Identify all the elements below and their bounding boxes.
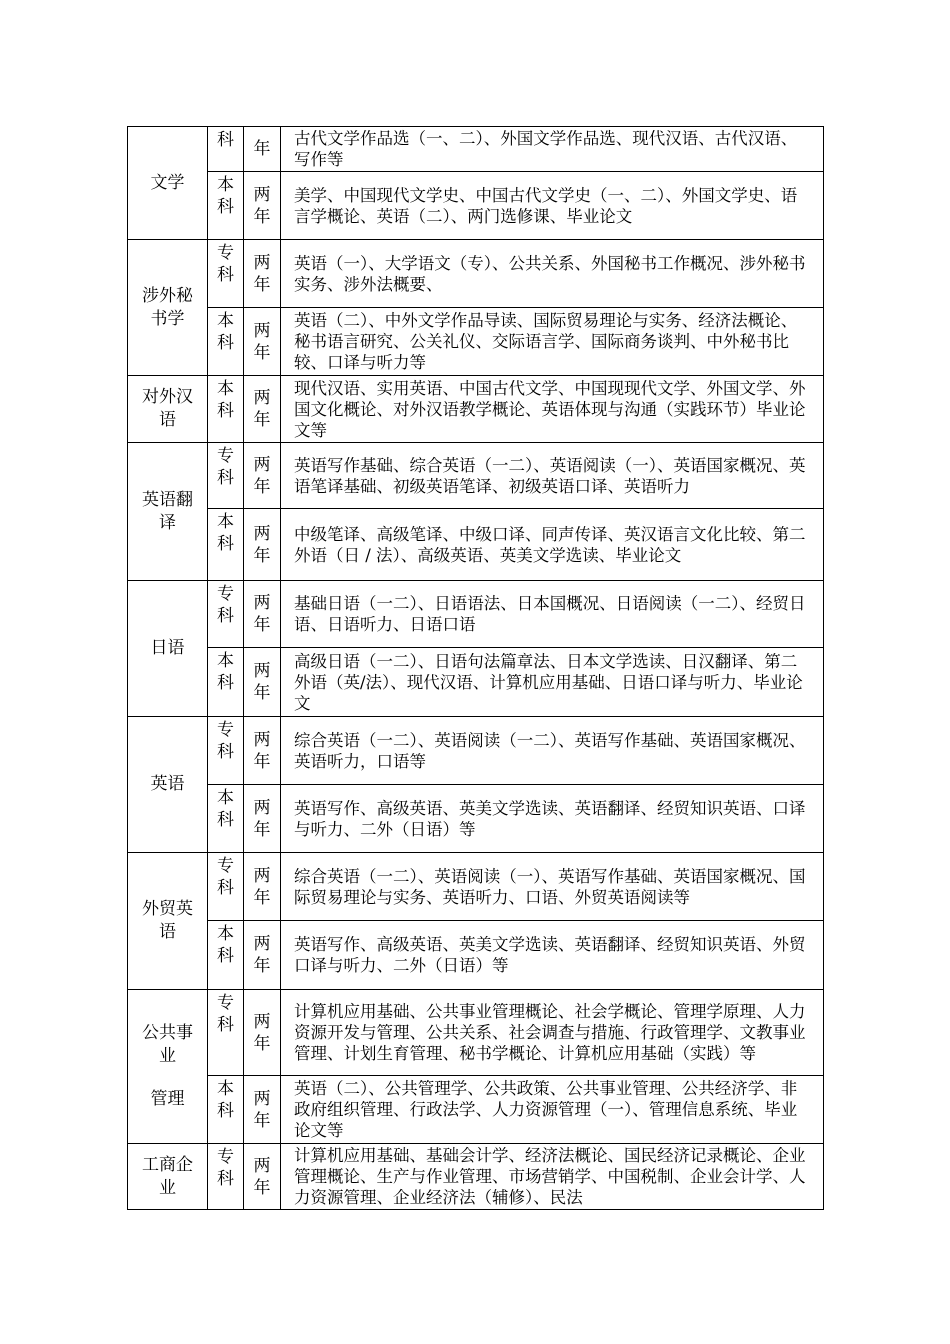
duration-cell <box>244 1076 281 1144</box>
duration-char: 两 <box>253 252 271 273</box>
duration-char: 两 <box>253 1155 271 1176</box>
major-cell <box>128 853 208 990</box>
level-char: 专 <box>217 243 234 263</box>
major-cell <box>128 376 208 443</box>
courses-cell: 中级笔译、高级笔译、中级口译、同声传译、英汉语言文化比较、第二外语（日 / 法）、高级英语、英美文学选读、毕业论文 <box>281 509 824 581</box>
major-name-line: 译 <box>159 512 176 533</box>
duration-cell <box>244 785 281 853</box>
table-row <box>128 990 824 1076</box>
duration-char: 年 <box>253 819 271 840</box>
level-cell <box>208 308 244 376</box>
duration-char: 两 <box>253 865 271 886</box>
level-char: 科 <box>217 468 234 488</box>
duration-char: 年 <box>253 751 271 772</box>
duration-cell <box>244 717 281 785</box>
duration-cell <box>244 853 281 921</box>
table-row <box>128 785 824 853</box>
level-char: 本 <box>217 175 234 195</box>
level-cell <box>208 785 244 853</box>
duration-char: 年 <box>253 956 271 976</box>
duration-cell <box>244 990 281 1076</box>
level-cell <box>208 717 244 785</box>
level-char: 科 <box>217 878 234 898</box>
duration-cell <box>244 127 281 172</box>
table-row <box>128 581 824 648</box>
duration-char: 两 <box>253 1088 271 1109</box>
duration-char: 两 <box>253 797 271 818</box>
level-cell <box>208 376 244 443</box>
duration-cell <box>244 443 281 509</box>
duration-char: 年 <box>253 1033 271 1054</box>
level-char: 科 <box>217 742 234 762</box>
major-name-line: 公共事 <box>142 1023 193 1043</box>
level-char: 本 <box>217 924 234 944</box>
duration-char: 两 <box>253 1011 271 1032</box>
courses-cell: 计算机应用基础、公共事业管理概论、社会学概论、管理学原理、人力资源开发与管理、公共关系、社会调查与措施、行政管理学、文教事业管理、计划生育管理、秘书学概论、计算机应用基础（实践）等 <box>281 990 824 1076</box>
major-name-line: 业 <box>159 1046 176 1066</box>
level-char: 专 <box>217 446 234 466</box>
level-char: 科 <box>217 946 234 966</box>
table-row <box>128 509 824 581</box>
major-cell <box>128 990 208 1144</box>
level-char: 科 <box>217 197 234 217</box>
duration-char: 年 <box>253 274 271 295</box>
duration-char: 两 <box>253 523 271 544</box>
level-cell <box>208 509 244 581</box>
duration-char: 两 <box>253 320 271 341</box>
major-name-line: 文学 <box>150 172 185 193</box>
course-table-body <box>128 127 824 1210</box>
courses-cell: 基础日语（一二）、日语语法、日本国概况、日语阅读（一二）、经贸日语、日语听力、日语口语 <box>281 581 824 648</box>
table-row <box>128 127 824 172</box>
duration-cell <box>244 581 281 648</box>
major-name-line: 英语翻 <box>142 489 193 510</box>
major-name-line: 日语 <box>150 638 185 658</box>
level-cell <box>208 172 244 240</box>
major-name-line: 对外汉 <box>142 387 193 407</box>
level-char: 科 <box>217 673 234 693</box>
level-char: 专 <box>217 720 234 740</box>
duration-char: 两 <box>253 388 271 408</box>
level-char: 本 <box>217 1079 234 1099</box>
major-name-line: 涉外秘 <box>142 285 193 306</box>
duration-cell <box>244 376 281 443</box>
major-name-line: 业 <box>159 1177 176 1198</box>
duration-char: 两 <box>253 661 271 681</box>
table-row <box>128 853 824 921</box>
level-char: 本 <box>217 311 234 331</box>
duration-char: 两 <box>253 593 271 613</box>
major-cell <box>128 127 208 240</box>
major-cell <box>128 581 208 717</box>
table-row <box>128 172 824 240</box>
duration-char: 年 <box>253 1110 271 1131</box>
table-row <box>128 240 824 308</box>
level-char: 科 <box>217 333 234 353</box>
major-cell <box>128 240 208 376</box>
level-char: 科 <box>217 606 234 626</box>
table-row <box>128 376 824 443</box>
duration-char: 年 <box>253 887 271 908</box>
level-cell <box>208 443 244 509</box>
table-row <box>128 648 824 717</box>
level-char: 专 <box>217 856 234 876</box>
level-cell <box>208 648 244 717</box>
duration-char: 年 <box>253 206 271 227</box>
duration-cell <box>244 509 281 581</box>
level-char: 科 <box>217 810 234 830</box>
level-char: 专 <box>217 1147 234 1167</box>
level-char: 科 <box>217 1169 234 1189</box>
major-cell <box>128 1144 208 1210</box>
courses-cell: 综合英语（一二）、英语阅读（一二）、英语写作基础、英语国家概况、英语听力，口语等 <box>281 717 824 785</box>
duration-cell <box>244 648 281 717</box>
major-name-line: 书学 <box>150 308 185 329</box>
duration-cell <box>244 1144 281 1210</box>
courses-cell: 英语写作、高级英语、英美文学选读、英语翻译、经贸知识英语、外贸口译与听力、二外（日语）等 <box>281 921 824 990</box>
level-char: 本 <box>217 651 234 671</box>
duration-char: 两 <box>253 184 271 205</box>
level-cell <box>208 921 244 990</box>
major-cell <box>128 717 208 853</box>
level-cell <box>208 1144 244 1210</box>
duration-char: 年 <box>253 683 271 703</box>
courses-cell: 美学、中国现代文学史、中国古代文学史（一、二）、外国文学史、语言学概论、英语（二）、两门选修课、毕业论文 <box>281 172 824 240</box>
major-name-line <box>132 1068 203 1088</box>
level-char: 专 <box>217 993 234 1013</box>
duration-cell <box>244 172 281 240</box>
duration-char: 年 <box>253 545 271 566</box>
duration-char: 年 <box>253 342 271 363</box>
courses-cell: 英语（一）、大学语文（专）、公共关系、外国秘书工作概况、涉外秘书实务、涉外法概要、 <box>281 240 824 308</box>
duration-char: 两 <box>253 934 271 954</box>
courses-cell: 英语写作基础、综合英语（一二）、英语阅读（一）、英语国家概况、英语笔译基础、初级英语笔译、初级英语口译、英语听力 <box>281 443 824 509</box>
duration-cell <box>244 240 281 308</box>
major-name-line: 外贸英 <box>142 899 193 919</box>
major-cell <box>128 443 208 581</box>
courses-cell: 英语（二）、公共管理学、公共政策、公共事业管理、公共经济学、非政府组织管理、行政法学、人力资源管理（一）、管理信息系统、毕业论文等 <box>281 1076 824 1144</box>
major-name-line: 语 <box>159 922 176 942</box>
level-char: 科 <box>217 1015 234 1035</box>
courses-cell: 古代文学作品选（一、二）、外国文学作品选、现代汉语、古代汉语、写作等 <box>281 127 824 172</box>
level-char: 科 <box>217 130 234 150</box>
level-char: 本 <box>217 788 234 808</box>
duration-char: 两 <box>253 454 271 475</box>
duration-char: 年 <box>253 410 271 430</box>
level-cell <box>208 853 244 921</box>
level-char: 本 <box>217 379 234 399</box>
level-char: 科 <box>217 534 234 554</box>
level-char: 科 <box>217 1101 234 1121</box>
duration-cell <box>244 308 281 376</box>
duration-char: 两 <box>253 729 271 750</box>
courses-cell: 高级日语（一二）、日语句法篇章法、日本文学选读、日汉翻译、第二外语（英/法）、现代汉语、计算机应用基础、日语口译与听力、毕业论文 <box>281 648 824 717</box>
table-row <box>128 443 824 509</box>
duration-cell <box>244 921 281 990</box>
courses-cell: 英语（二）、中外文学作品导读、国际贸易理论与实务、经济法概论、秘书语言研究、公关礼仪、交际语言学、国际商务谈判、中外秘书比较、口译与听力等 <box>281 308 824 376</box>
table-row <box>128 1076 824 1144</box>
table-row <box>128 921 824 990</box>
level-cell <box>208 240 244 308</box>
courses-cell: 综合英语（一二）、英语阅读（一）、英语写作基础、英语国家概况、国际贸易理论与实务、英语听力、口语、外贸英语阅读等 <box>281 853 824 921</box>
level-char: 专 <box>217 584 234 604</box>
level-cell <box>208 990 244 1076</box>
courses-cell: 计算机应用基础、基础会计学、经济法概论、国民经济记录概论、企业管理概论、生产与作业管理、市场营销学、中国税制、企业会计学、人力资源管理、企业经济法（辅修）、民法 <box>281 1144 824 1210</box>
table-row <box>128 1144 824 1210</box>
course-table <box>127 126 824 1210</box>
level-char: 科 <box>217 401 234 421</box>
courses-cell: 现代汉语、实用英语、中国古代文学、中国现现代文学、外国文学、外国文化概论、对外汉语教学概论、英语体现与沟通（实践环节）毕业论文等 <box>281 376 824 443</box>
courses-cell: 英语写作、高级英语、英美文学选读、英语翻译、经贸知识英语、口译与听力、二外（日语）等 <box>281 785 824 853</box>
level-cell <box>208 581 244 648</box>
duration-char: 年 <box>253 139 271 159</box>
level-char: 科 <box>217 265 234 285</box>
duration-char: 年 <box>253 615 271 635</box>
major-name-line: 工商企 <box>142 1154 193 1175</box>
major-name-line: 管理 <box>150 1089 185 1109</box>
level-char: 本 <box>217 512 234 532</box>
major-name-line: 英语 <box>150 774 185 794</box>
major-name-line: 语 <box>159 410 176 430</box>
level-cell <box>208 127 244 172</box>
level-cell <box>208 1076 244 1144</box>
duration-char: 年 <box>253 1177 271 1198</box>
table-row <box>128 308 824 376</box>
table-row <box>128 717 824 785</box>
duration-char: 年 <box>253 476 271 497</box>
